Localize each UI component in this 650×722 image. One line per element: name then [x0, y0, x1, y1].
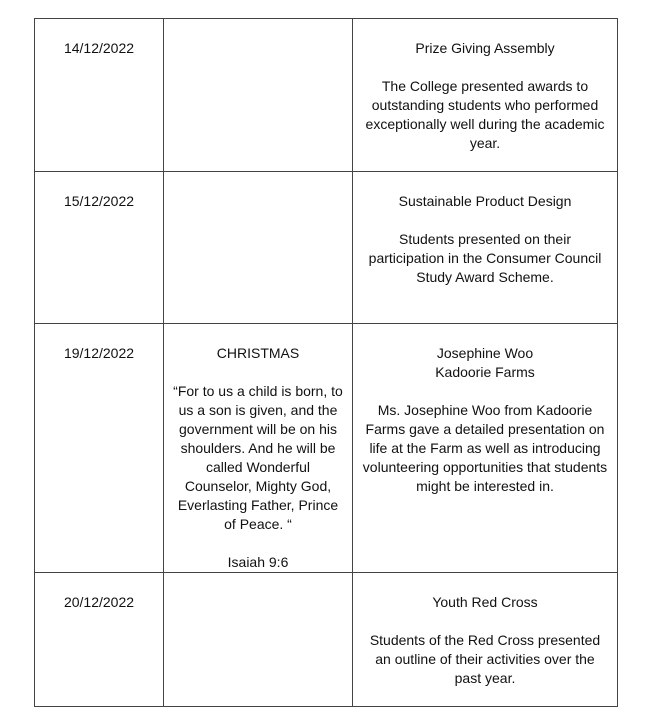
event-title: Sustainable Product Design — [398, 193, 572, 209]
table-row — [35, 573, 618, 707]
event-title: Youth Red Cross — [432, 594, 538, 610]
note-title: CHRISTMAS — [216, 345, 300, 361]
date-text: 20/12/2022 — [63, 594, 135, 610]
date-text: 15/12/2022 — [63, 193, 135, 209]
note-cell — [164, 573, 353, 707]
event-description: Students presented on their participation in the Consumer Council Study Award Scheme. — [368, 231, 602, 285]
date-cell — [35, 573, 164, 707]
event-title: Prize Giving Assembly — [415, 40, 555, 56]
events-table — [34, 18, 618, 707]
table-row — [35, 324, 618, 573]
event-subtitle: Kadoorie Farms — [435, 364, 535, 380]
bible-reference: Isaiah 9:6 — [227, 554, 289, 570]
table-row — [35, 19, 618, 172]
note-cell — [164, 324, 353, 573]
note-cell — [164, 19, 353, 172]
date-cell — [35, 19, 164, 172]
event-description: Students of the Red Cross presented an outline of their activities over the past year. — [369, 632, 601, 686]
event-cell — [353, 324, 618, 573]
bible-quote: “For to us a child is born, to us a son is given, and the government will be on his shoulders. And he will be called Wonderful Counselor, Mighty God, Everlasting Father, Prince of Peace. “ — [173, 383, 343, 532]
event-cell — [353, 19, 618, 172]
date-cell — [35, 172, 164, 324]
date-text: 19/12/2022 — [63, 345, 135, 361]
event-cell — [353, 573, 618, 707]
table-row — [35, 172, 618, 324]
event-description: The College presented awards to outstanding students who performed exceptionally well during the academic year. — [365, 78, 605, 151]
date-cell — [35, 324, 164, 573]
event-cell — [353, 172, 618, 324]
event-description: Ms. Josephine Woo from Kadoorie Farms gave a detailed presentation on life at the Farm as well as introducing volunteering opportunities that students might be interested in. — [362, 402, 608, 494]
event-title: Josephine Woo — [436, 345, 534, 361]
date-text: 14/12/2022 — [63, 40, 135, 56]
note-cell — [164, 172, 353, 324]
